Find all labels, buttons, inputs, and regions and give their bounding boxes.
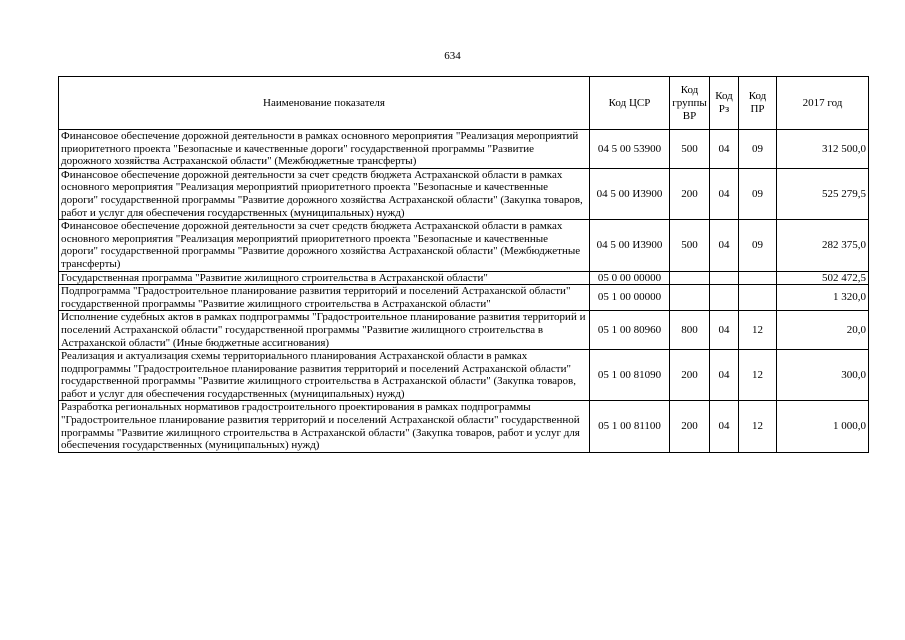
- row-pr: 09: [739, 220, 777, 271]
- row-pr: 09: [739, 130, 777, 169]
- row-pr: 09: [739, 168, 777, 219]
- table-row: [59, 168, 869, 219]
- row-csr: 04 5 00 И3900: [590, 220, 670, 271]
- row-csr: 04 5 00 53900: [590, 130, 670, 169]
- row-csr: 05 0 00 00000: [590, 271, 670, 285]
- row-name: Разработка региональных нормативов градостроительного проектирования в рамках подпрограммы "Градостроительное планирование развития территорий и поселений Астраханской области" государственной программы "Развитие жилищного строительства в Астраханской области" (Закупка товаров, работ и услуг для обеспечения государственных (муниципальных) нужд): [59, 401, 590, 452]
- header-rz: Код Рз: [710, 77, 739, 130]
- header-name: Наименование показателя: [59, 77, 590, 130]
- row-rz: 04: [710, 168, 739, 219]
- row-pr: 12: [739, 401, 777, 452]
- table-row: [59, 130, 869, 169]
- row-amount: 282 375,0: [777, 220, 869, 271]
- row-csr: 05 1 00 81090: [590, 350, 670, 401]
- row-name: Государственная программа "Развитие жилищного строительства в Астраханской области": [59, 271, 590, 285]
- row-name: Подпрограмма "Градостроительное планирование развития территорий и поселений Астраханской области" государственной программы "Развитие жилищного строительства в Астраханской области": [59, 285, 590, 311]
- row-vr: 200: [670, 401, 710, 452]
- header-row: [59, 77, 869, 130]
- table-row: [59, 285, 869, 311]
- row-amount: 300,0: [777, 350, 869, 401]
- row-csr: 04 5 00 И3900: [590, 168, 670, 219]
- row-vr: [670, 285, 710, 311]
- row-vr: 500: [670, 220, 710, 271]
- row-vr: 200: [670, 350, 710, 401]
- row-rz: 04: [710, 311, 739, 350]
- header-csr: Код ЦСР: [590, 77, 670, 130]
- row-rz: [710, 285, 739, 311]
- row-csr: 05 1 00 81100: [590, 401, 670, 452]
- row-rz: 04: [710, 130, 739, 169]
- table-row: [59, 220, 869, 271]
- row-rz: 04: [710, 401, 739, 452]
- row-amount: 502 472,5: [777, 271, 869, 285]
- row-csr: 05 1 00 00000: [590, 285, 670, 311]
- row-rz: 04: [710, 220, 739, 271]
- table-body: [59, 130, 869, 453]
- row-pr: [739, 271, 777, 285]
- row-pr: [739, 285, 777, 311]
- header-pr: Код ПР: [739, 77, 777, 130]
- row-name: Финансовое обеспечение дорожной деятельности за счет средств бюджета Астраханской области в рамках основного мероприятия "Реализация мероприятий приоритетного проекта "Безопасные и качественные дороги" государственной программы "Развитие дорожного хозяйства Астраханской области" (Межбюджетные трансферты): [59, 220, 590, 271]
- row-amount: 1 000,0: [777, 401, 869, 452]
- row-amount: 525 279,5: [777, 168, 869, 219]
- row-name: Реализация и актуализация схемы территориального планирования Астраханской области в рамках подпрограммы "Градостроительное планирование развития территорий и поселений Астраханской области" государственной программы "Развитие жилищного строительства в Астраханской области" (Закупка товаров, работ и услуг для обеспечения государственных (муниципальных) нужд): [59, 350, 590, 401]
- row-vr: 500: [670, 130, 710, 169]
- row-name: Финансовое обеспечение дорожной деятельности в рамках основного мероприятия "Реализация мероприятий приоритетного проекта "Безопасные и качественные дороги" государственной программы "Развитие дорожного хозяйства Астраханской области" (Межбюджетные трансферты): [59, 130, 590, 169]
- row-rz: 04: [710, 350, 739, 401]
- table-header: [59, 77, 869, 130]
- row-vr: 800: [670, 311, 710, 350]
- row-name: Финансовое обеспечение дорожной деятельности за счет средств бюджета Астраханской области в рамках основного мероприятия "Реализация мероприятий приоритетного проекта "Безопасные и качественные дороги" государственной программы "Развитие дорожного хозяйства Астраханской области" (Закупка товаров, работ и услуг для обеспечения государственных (муниципальных) нужд): [59, 168, 590, 219]
- row-vr: [670, 271, 710, 285]
- header-vr: Код группы ВР: [670, 77, 710, 130]
- row-csr: 05 1 00 80960: [590, 311, 670, 350]
- table-row: [59, 401, 869, 452]
- row-pr: 12: [739, 311, 777, 350]
- row-amount: 312 500,0: [777, 130, 869, 169]
- row-vr: 200: [670, 168, 710, 219]
- row-amount: 1 320,0: [777, 285, 869, 311]
- row-rz: [710, 271, 739, 285]
- page-number: 634: [444, 50, 461, 62]
- table-row: [59, 311, 869, 350]
- budget-table: [58, 76, 869, 453]
- header-year: 2017 год: [777, 77, 869, 130]
- row-name: Исполнение судебных актов в рамках подпрограммы "Градостроительное планирование развития территорий и поселений Астраханской области" государственной программы "Развитие жилищного строительства в Астраханской области" (Иные бюджетные ассигнования): [59, 311, 590, 350]
- row-pr: 12: [739, 350, 777, 401]
- row-amount: 20,0: [777, 311, 869, 350]
- table-row: [59, 271, 869, 285]
- table-row: [59, 350, 869, 401]
